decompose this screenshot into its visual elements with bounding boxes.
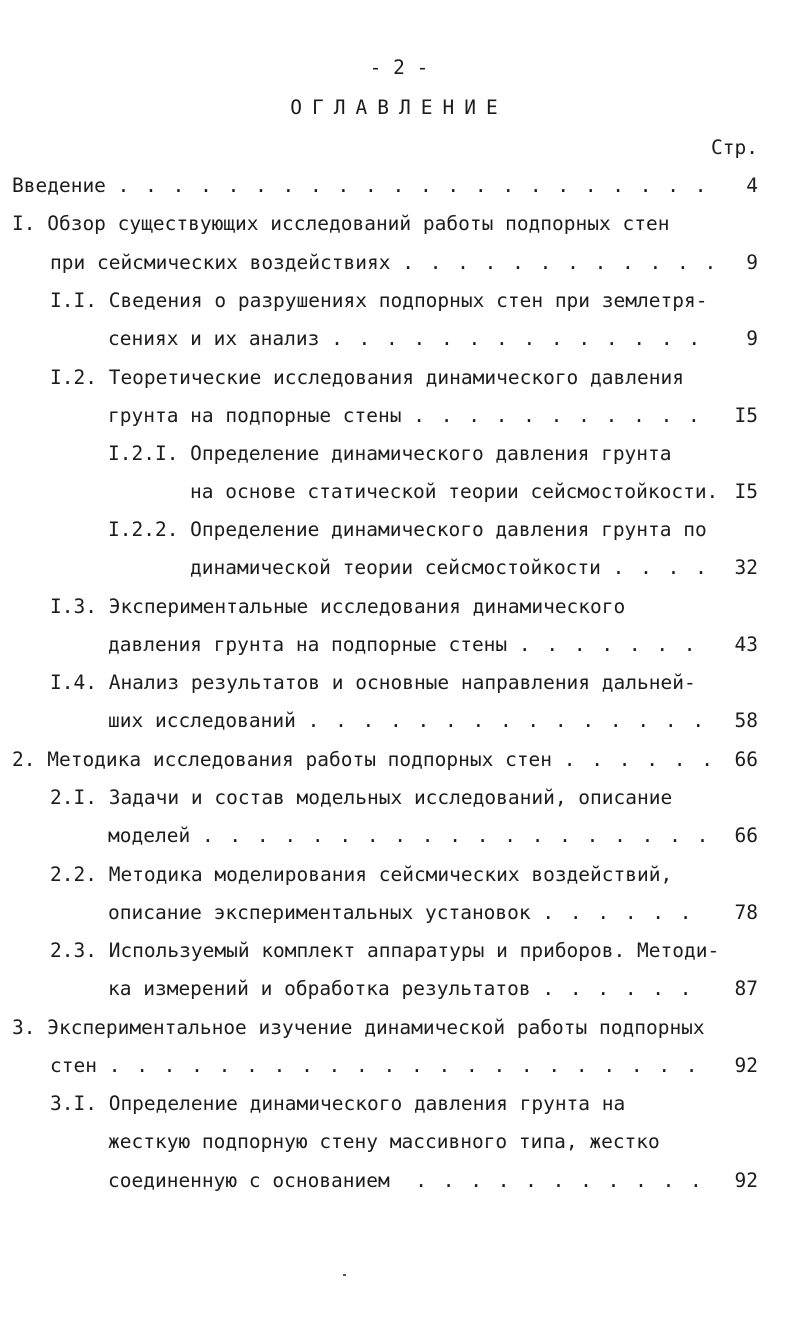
toc-entry-text: I.4. Анализ результатов и основные направления дальней-	[50, 671, 696, 694]
toc-entry-text: 2.I. Задачи и состав модельных исследований, описание	[50, 786, 673, 809]
toc-entry	[190, 479, 718, 505]
toc-leader-dots: . . . . . . . . . . . . . . . . . . . . . .	[108, 1054, 700, 1077]
toc-entry	[12, 211, 669, 237]
toc-entry-text: 2.2. Методика моделирования сейсмических воздействий,	[50, 863, 673, 886]
toc-entry-text: I.I. Сведения о разрушениях подпорных стен при землетря-	[50, 289, 708, 312]
toc-entry-text: I.3. Экспериментальные исследования динамического	[50, 595, 626, 618]
toc-entry-text: на основе статической теории сейсмостойкости.	[190, 480, 719, 503]
toc-leader-dots: . . . . . . .	[518, 633, 698, 656]
toc-entry-text: I.2.2. Определение динамического давления грунта по	[108, 518, 707, 541]
toc-entry-text: моделей	[108, 824, 191, 847]
toc-page-number: 66	[734, 748, 758, 771]
toc-page-number: 43	[734, 633, 758, 656]
toc-entry	[50, 365, 684, 391]
toc-entry-text: при сейсмических воздействиях	[50, 251, 391, 274]
toc-entry	[108, 517, 707, 543]
toc-entry	[108, 441, 672, 467]
toc-page-number: 58	[734, 709, 758, 732]
toc-entry	[108, 403, 702, 429]
toc-page-number: 87	[734, 977, 758, 1000]
toc-entry	[50, 1053, 700, 1079]
toc-entry-text: описание экспериментальных установок	[108, 901, 531, 924]
toc-page-number: 92	[734, 1054, 758, 1077]
toc-entry-text: давления грунта на подпорные стены	[108, 633, 508, 656]
toc-page-number: I5	[734, 404, 758, 427]
toc-entry	[108, 632, 698, 658]
toc-leader-dots: . . . . . . . . . . .	[413, 404, 702, 427]
toc-entry-text: динамической теории сейсмостойкости	[190, 556, 601, 579]
toc-entry-text: грунта на подпорные стены	[108, 404, 402, 427]
toc-entry-text: 2.3. Используемый комплект аппаратуры и приборов. Методи-	[50, 939, 720, 962]
toc-entry	[108, 708, 706, 734]
toc-entry-text: стен	[50, 1054, 97, 1077]
toc-entry-text: I. Обзор существующих исследований работы подпорных стен	[12, 212, 670, 235]
toc-entry	[108, 900, 694, 926]
toc-page-number: I5	[734, 480, 758, 503]
toc-entry	[12, 173, 709, 199]
toc-page-number: 32	[734, 556, 758, 579]
toc-page-number: 66	[734, 824, 758, 847]
toc-entry	[108, 823, 710, 849]
toc-page-number: 4	[746, 174, 758, 197]
toc-entry-text: ших исследований	[108, 709, 296, 732]
toc-page-number: 92	[734, 1169, 758, 1192]
toc-entry-text: Введение	[12, 174, 106, 197]
toc-leader-dots: . . . .	[612, 556, 709, 579]
toc-leader-dots: . . . . . . . . . . . . . . . . . . .	[201, 824, 711, 847]
toc-leader-dots: . . . . . .	[542, 977, 694, 1000]
toc-leader-dots: . . . . . . . . . . . . . . . . . . . . . .	[117, 174, 709, 197]
toc-leader-dots: . . . . . . . . . . . . . . .	[307, 709, 707, 732]
page-column-label: Стр.	[711, 136, 758, 159]
toc-entry	[12, 747, 715, 773]
toc-entry-text: соединенную с основанием	[108, 1169, 390, 1192]
toc-entry	[50, 670, 696, 696]
toc-entry	[108, 976, 694, 1002]
toc-entry	[50, 250, 718, 276]
page-title: ОГЛАВЛЕНИЕ	[290, 96, 508, 119]
toc-leader-dots: . . . . . . . . . . . .	[402, 251, 719, 274]
toc-entry-text: 3.I. Определение динамического давления грунта на	[50, 1092, 626, 1115]
toc-entry	[12, 1015, 705, 1041]
toc-entry-text: 3. Экспериментальное изучение динамической работы подпорных	[12, 1016, 705, 1039]
page-number: - 2 -	[369, 56, 429, 79]
toc-entry-text: ка измерений и обработка результатов	[108, 977, 531, 1000]
toc-entry	[108, 1129, 660, 1155]
toc-leader-dots: . . . . . . . . . . .	[401, 1169, 704, 1192]
toc-leader-dots: . . . . . .	[563, 748, 715, 771]
toc-entry-text: I.2. Теоретические исследования динамического давления	[50, 366, 684, 389]
toc-page-number: 9	[746, 251, 758, 274]
toc-page-number: 78	[734, 901, 758, 924]
toc-entry	[50, 594, 625, 620]
ink-speck	[343, 1274, 346, 1276]
toc-entry	[190, 555, 709, 581]
toc-entry-text: сениях и их анализ	[108, 327, 320, 350]
toc-entry-text: жесткую подпорную стену массивного типа, жестко	[108, 1130, 660, 1153]
toc-entry	[50, 1091, 625, 1117]
toc-entry	[50, 288, 707, 314]
toc-leader-dots: . . . . . . . . . . . . . .	[331, 327, 703, 350]
toc-entry-text: 2. Методика исследования работы подпорных стен	[12, 748, 553, 771]
toc-page-number: 9	[746, 327, 758, 350]
toc-leader-dots: . . . . . .	[542, 901, 694, 924]
toc-entry	[108, 1168, 704, 1194]
toc-entry	[50, 938, 719, 964]
toc-entry	[50, 862, 672, 888]
toc-entry-text: I.2.I. Определение динамического давления грунта	[108, 442, 672, 465]
toc-entry	[50, 785, 672, 811]
toc-entry	[108, 326, 702, 352]
